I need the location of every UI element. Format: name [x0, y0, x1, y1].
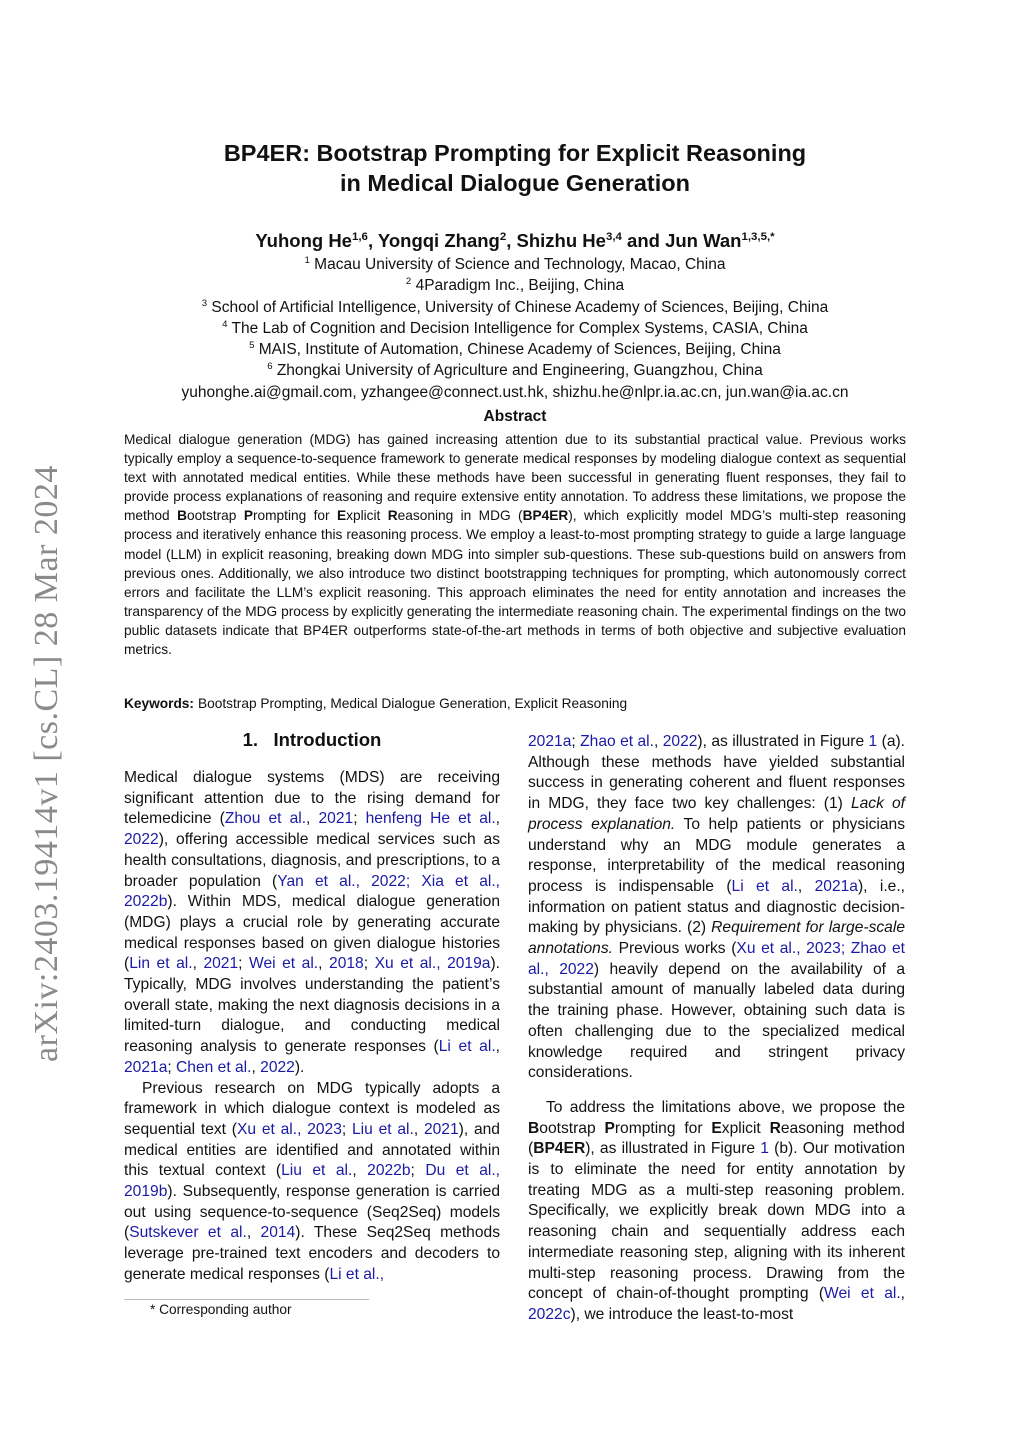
citation-link[interactable]: Liu et al.	[352, 1120, 414, 1138]
body-text: ,	[495, 810, 501, 828]
body-text: ;	[353, 810, 366, 828]
body-text: ). These Seq2Seq methods leverage pre-trained text encoders and decoders to generate medical responses (	[124, 1224, 500, 1283]
citation-link[interactable]: 1	[760, 1140, 769, 1158]
intro-paragraph-2	[124, 1079, 500, 1286]
right-column	[528, 732, 905, 1326]
affiliation-line	[120, 360, 910, 381]
body-text: ,	[900, 1285, 906, 1303]
body-text: ootstrap	[539, 1119, 605, 1137]
author-separator: and	[621, 230, 666, 251]
section-title: Introduction	[273, 729, 382, 750]
body-text: ,	[413, 1120, 424, 1138]
acronym-rest-p: rompting for	[252, 508, 337, 524]
body-text: ;	[363, 955, 375, 973]
acronym-letter-r: R	[387, 508, 398, 524]
section-number: 1.	[242, 729, 259, 750]
citation-link[interactable]: Liu et al.	[281, 1162, 353, 1180]
affiliations	[120, 254, 910, 403]
body-text: ) heavily depend on the availability of a substantial amount of manually labeled data during the training phase. However, obtaining such data is often challenging due to the specialized medical knowledge required and stringent privacy considerations.	[528, 960, 906, 1082]
body-text: ;	[410, 1162, 426, 1180]
body-text: xplicit	[721, 1119, 770, 1137]
affiliation-text: Macau University of Science and Technology, Macao, China	[309, 256, 726, 273]
body-text: ), as illustrated in Figure	[697, 733, 869, 750]
citation-link[interactable]: Wei et al.	[249, 955, 319, 973]
bold-text: R	[769, 1119, 781, 1137]
body-text: ,	[653, 733, 663, 750]
body-text: ;	[571, 733, 581, 750]
affiliation-number: 1	[304, 255, 310, 267]
author-name: Yongqi Zhang	[377, 230, 500, 251]
citation-link[interactable]: 2014	[260, 1224, 296, 1242]
body-text: ), i.e., information on patient status and diagnostic decision-making by physicians. (2)	[528, 877, 905, 937]
citation-link[interactable]: 2021	[423, 1120, 459, 1138]
citation-link[interactable]: 2022	[662, 733, 698, 750]
affiliation-number: 6	[267, 361, 273, 373]
bold-text: BP4ER	[533, 1140, 586, 1158]
author-affiliation-marker: 2	[499, 231, 507, 244]
citation-link[interactable]: Xu et al., 2023	[236, 1120, 342, 1138]
affiliation-line	[120, 339, 910, 360]
citation-link[interactable]: Yan et al., 2022; Xia et al., 2022b	[124, 872, 500, 911]
paper-title	[150, 138, 880, 198]
citation-link[interactable]: Du et al., 2019b	[124, 1162, 501, 1201]
acronym-rest-b: ootstrap	[186, 508, 244, 524]
emphasis-text: Lack of process explanation.	[528, 795, 905, 833]
bold-text: B	[528, 1119, 540, 1137]
affiliation-line	[120, 254, 910, 275]
body-text: ,	[318, 955, 330, 973]
intro-paragraph-3	[528, 732, 905, 1084]
citation-link[interactable]: 2021a	[124, 1058, 168, 1076]
acronym-letter-p: P	[243, 508, 253, 524]
body-text: ).	[294, 1058, 305, 1076]
body-text: Previous research on MDG typically adopts a framework in which dialogue context is modeled as sequential text (	[124, 1079, 500, 1138]
citation-link[interactable]: Lin et al.	[129, 955, 193, 973]
left-column	[124, 768, 500, 1286]
emphasis-text: Requirement for large-scale annotations.	[528, 919, 905, 958]
acronym-letter-b: B	[177, 508, 187, 524]
affiliation-number: 4	[222, 319, 228, 331]
keywords	[124, 694, 906, 713]
body-text: Medical dialogue systems (MDS) are receiving significant attention due to the rising demand for telemedicine (	[124, 769, 500, 828]
body-text: ,	[495, 1038, 500, 1056]
acronym-rest-r: easoning in MDG (	[397, 508, 523, 524]
author-affiliation-marker: 3,4	[605, 231, 622, 244]
author-name: Shizhu He	[516, 230, 606, 251]
body-text: ,	[192, 955, 204, 973]
body-text: (b). Our motivation is to eliminate the need for entity annotation by treating MDG as a multi-step reasoning problem. Specifically, we explicitly break down MDG into a reasoning chain and sequentially address each intermediate reasoning step, aligning with its inherent multi-step reasoning process. Drawing from the concept of chain-of-thought prompting (	[528, 1140, 906, 1303]
citation-link[interactable]: 2022b	[367, 1162, 411, 1180]
abstract-text-1: Medical dialogue generation (MDG) has gained increasing attention due to its substantial practical value. Previous works typically employ a sequence-to-sequence framework to generate medical responses by modeling dialogue context as sequential text with annotated medical entities. While these methods have been successful in generating fluent responses, they fail to provide process explanations of reasoning and require extensive entity annotation. To address these limitations, we propose the method	[124, 432, 906, 524]
body-text: ;	[167, 1058, 177, 1076]
body-text: ;	[341, 1120, 352, 1138]
citation-link[interactable]: Zhou et al.	[224, 810, 307, 828]
acronym-letter-e: E	[336, 508, 347, 524]
citation-link[interactable]: Xu et al., 2023; Zhao et al., 2022	[528, 940, 905, 978]
keywords-label: Keywords:	[124, 696, 194, 711]
intro-paragraph-1	[124, 768, 500, 1079]
footnote-rule	[124, 1299, 369, 1300]
citation-link[interactable]: 2021	[203, 955, 239, 973]
acronym-rest-e: xplicit	[346, 508, 388, 524]
abstract-text-2: ), which explicitly model MDG’s multi-step reasoning process and iteratively enhance this reasoning process. We employ a least-to-most prompting strategy to guide a large language model (LLM) in explicit reasoning, breaking down MDG into simpler sub-questions. These sub-questions build on answers from previous ones. Additionally, we also introduce two distinct bootstrapping techniques for prompting, which autonomously correct errors and facilitate the LLM’s explicit reasoning. This approach eliminates the need for entity annotation and increases the transparency of the MDG process by explicitly generating the intermediate reasoning chain. The experimental findings on the two public datasets indicate that BP4ER outperforms state-of-the-art methods in terms of both objective and subjective evaluation metrics.	[124, 508, 906, 658]
affiliation-list	[120, 254, 910, 382]
affiliation-line	[120, 297, 910, 318]
keywords-text: Bootstrap Prompting, Medical Dialogue Generation, Explicit Reasoning	[197, 696, 628, 711]
body-text: ), and medical entities are identified and annotated within this textual context (	[124, 1120, 500, 1180]
body-text: ), we introduce the least-to-most	[570, 1305, 794, 1323]
body-text: rompting for	[614, 1119, 712, 1137]
body-text: To help patients or physicians understand why an MDG module generates a response, interpretability of the medical reasoning process is indispensable (	[528, 815, 905, 895]
intro-paragraph-4	[528, 1098, 905, 1326]
author-name: Yuhong He	[255, 230, 352, 251]
bold-text: P	[604, 1119, 615, 1137]
citation-link[interactable]: Wei et al.	[824, 1285, 901, 1303]
body-text: ,	[251, 1058, 261, 1076]
abstract-body	[124, 430, 906, 659]
citation-link[interactable]: Xu et al., 2019a	[374, 955, 491, 973]
citation-link[interactable]: Zhao et al.	[580, 733, 654, 750]
citation-link[interactable]: Li et al.,	[329, 1265, 385, 1283]
affiliation-number: 2	[405, 276, 412, 288]
bold-text: E	[711, 1119, 722, 1137]
citation-link[interactable]: Sutskever et al.	[129, 1224, 247, 1242]
author-separator: ,	[506, 230, 517, 251]
affiliation-text: Zhongkai University of Agriculture and Engineering, Guangzhou, China	[272, 362, 763, 380]
affiliation-number: 3	[201, 297, 208, 309]
body-text: easoning method (	[528, 1119, 905, 1158]
body-text: ;	[238, 955, 250, 973]
body-text: ,	[246, 1224, 261, 1242]
body-text: Previous works (	[612, 940, 737, 958]
author-separator: ,	[367, 230, 378, 251]
author-name: Jun Wan	[665, 230, 742, 251]
body-text: ). Within MDS, medical dialogue generation (MDG) plays a crucial role by generating accurate medical responses based on given dialogue histories (	[124, 893, 500, 973]
citation-link[interactable]: 2021a	[528, 733, 572, 750]
citation-link[interactable]: Li et al.	[731, 877, 798, 895]
affiliation-number: 5	[249, 340, 255, 352]
body-text: (a). Although these methods have yielded substantial success in generating coherent and fluent responses in MDG, they face two key challenges: (1)	[528, 733, 906, 813]
affiliation-line	[120, 318, 910, 339]
body-text: ), as illustrated in Figure	[585, 1140, 761, 1158]
citation-link[interactable]: 2022	[260, 1058, 295, 1076]
footnote-corresponding-author: * Corresponding author	[150, 1302, 292, 1317]
body-text: ,	[352, 1162, 368, 1180]
author-list	[120, 229, 910, 253]
author-affiliation-marker: 1,6	[351, 231, 368, 244]
body-text: ), offering accessible medical services such as health consultations, diagnosis, and prescriptions, to a broader population (	[124, 831, 500, 890]
affiliation-text: School of Artificial Intelligence, University of Chinese Academy of Sciences, Beijing, China	[207, 298, 829, 316]
citation-link[interactable]: Li et al.	[438, 1038, 496, 1056]
citation-link[interactable]: henfeng He et al.	[365, 810, 496, 828]
affiliation-text: 4Paradigm Inc., Beijing, China	[411, 277, 625, 295]
body-text: ,	[306, 810, 319, 828]
body-text: ,	[797, 877, 815, 895]
arxiv-identifier-stamp: arXiv:2403.19414v1 [cs.CL] 28 Mar 2024	[28, 465, 65, 1062]
citation-link[interactable]: 2022	[124, 831, 159, 849]
method-acronym: BP4ER	[522, 508, 569, 524]
title-line-2: in Medical Dialogue Generation	[340, 170, 690, 196]
body-text: ). Typically, MDG involves understanding the patient’s overall state, making the next diagnosis decisions in a limited-turn dialogue, and conducting medical reasoning analysis to generate responses (	[124, 955, 500, 1056]
citation-link[interactable]: 2022c	[528, 1305, 571, 1323]
citation-link[interactable]: 1	[868, 733, 878, 750]
affiliation-text: MAIS, Institute of Automation, Chinese Academy of Sciences, Beijing, China	[254, 341, 781, 359]
author-emails: yuhonghe.ai@gmail.com, yzhangee@connect.ust.hk, shizhu.he@nlpr.ia.ac.cn, jun.wan@ia.ac.cn	[181, 383, 849, 401]
body-text: To address the limitations above, we propose the	[546, 1098, 905, 1116]
citation-link[interactable]: 2021	[318, 810, 354, 828]
affiliation-line	[120, 275, 910, 296]
body-text: ). Subsequently, response generation is carried out using sequence-to-sequence (Seq2Seq) models (	[124, 1183, 500, 1242]
author-affiliation-marker: 1,3,5,*	[741, 231, 775, 244]
affiliation-text: The Lab of Cognition and Decision Intelligence for Complex Systems, CASIA, China	[227, 319, 808, 337]
section-heading-introduction	[124, 729, 500, 751]
abstract-heading: Abstract	[483, 408, 547, 425]
title-line-1: BP4ER: Bootstrap Prompting for Explicit Reasoning	[223, 140, 807, 166]
citation-link[interactable]: 2018	[329, 955, 364, 973]
citation-link[interactable]: 2021a	[814, 877, 858, 895]
citation-link[interactable]: Chen et al.	[176, 1058, 252, 1076]
